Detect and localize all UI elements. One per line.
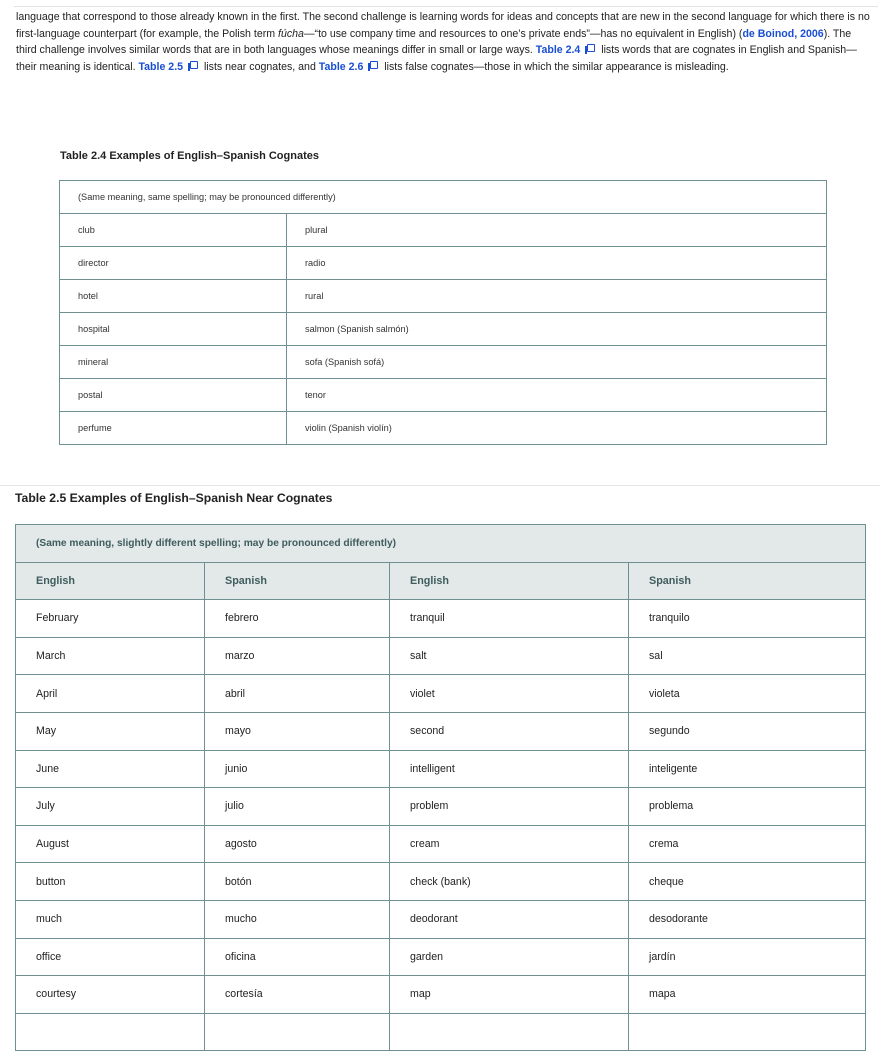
table-2-4-link-label: Table 2.4 (535, 44, 581, 57)
column-header: English (390, 562, 629, 600)
table-note-row (60, 181, 827, 214)
table-cell: segundo (629, 712, 866, 750)
table-popup-icon[interactable] (188, 61, 199, 71)
table-cell: crema (629, 825, 866, 863)
table-2-6-link[interactable] (319, 61, 382, 73)
table-cell: March (16, 637, 205, 675)
table-cell: club (60, 214, 287, 247)
table-2-4 (59, 180, 827, 445)
table-cell: much (16, 900, 205, 938)
table-row (16, 637, 866, 675)
intro-text-6: lists false cognates—those in which the similar appearance is misleading. (381, 60, 729, 73)
table-popup-icon[interactable] (585, 44, 596, 54)
table-cell: junio (205, 750, 390, 788)
table-note-row (16, 525, 866, 563)
table-cell: February (16, 600, 205, 638)
intro-text-5: lists near cognates, and (201, 60, 319, 73)
table-cell: agosto (205, 825, 390, 863)
table-row (60, 412, 827, 445)
table-note: (Same meaning, slightly different spelling; may be pronounced differently) (16, 525, 866, 563)
table-cell: mayo (205, 712, 390, 750)
intro-text-2: —“to use company time and resources to one’s private ends”—has no equivalent in English) ( (303, 27, 743, 40)
table-cell (390, 1013, 629, 1051)
table-cell: map (390, 976, 629, 1014)
table-row (16, 788, 866, 826)
table-popup-icon[interactable] (368, 61, 379, 71)
table-cell: mucho (205, 900, 390, 938)
intro-foreign-term: fúcha (278, 27, 304, 40)
table-cell: cheque (629, 863, 866, 901)
table-2-5-caption: Table 2.5 Examples of English–Spanish Near Cognates (15, 491, 333, 505)
table-cell: director (60, 247, 287, 280)
intro-text-1: language that correspond to those already known in the first. The second challenge is learning words for ideas and concepts that are new in the second language for which there is no first-language counterpart (for example, the Polish term (16, 11, 870, 40)
table-row (16, 1013, 866, 1051)
table-header-row (16, 562, 866, 600)
table-cell: mapa (629, 976, 866, 1014)
table-2-4-link[interactable] (536, 44, 599, 56)
table-2-5-link-label: Table 2.5 (138, 60, 184, 73)
table-row (60, 313, 827, 346)
table-cell: cream (390, 825, 629, 863)
table-cell (629, 1013, 866, 1051)
table-row (60, 247, 827, 280)
table-cell: July (16, 788, 205, 826)
table-cell: julio (205, 788, 390, 826)
table-cell: salt (390, 637, 629, 675)
table-cell: deodorant (390, 900, 629, 938)
table-cell: problem (390, 788, 629, 826)
table-cell: April (16, 675, 205, 713)
table-cell: check (bank) (390, 863, 629, 901)
table-2-6-link-label: Table 2.6 (318, 60, 364, 73)
intro-text-4: lists words that are cognates in English and Spanish—their meaning is identical. (16, 44, 857, 73)
column-header: Spanish (629, 562, 866, 600)
table-cell: hotel (60, 280, 287, 313)
table-cell: violet (390, 675, 629, 713)
table-cell: cortesía (205, 976, 390, 1014)
top-divider (14, 6, 878, 7)
table-cell: jardín (629, 938, 866, 976)
table-row (16, 938, 866, 976)
table-cell: hospital (60, 313, 287, 346)
table-cell: radio (287, 247, 827, 280)
table-row (60, 379, 827, 412)
table-cell: tranquilo (629, 600, 866, 638)
intro-paragraph (16, 9, 874, 75)
table-row (16, 750, 866, 788)
table-cell: problema (629, 788, 866, 826)
table-cell: garden (390, 938, 629, 976)
table-cell (16, 1013, 205, 1051)
citation-link[interactable]: de Boinod, 2006 (742, 27, 824, 40)
table-row (60, 280, 827, 313)
column-header: English (16, 562, 205, 600)
table-row (16, 675, 866, 713)
table-2-5-link[interactable] (138, 61, 201, 73)
table-row (16, 600, 866, 638)
table-cell: violeta (629, 675, 866, 713)
table-cell: mineral (60, 346, 287, 379)
table-cell: sofa (Spanish sofá) (287, 346, 827, 379)
table-cell: August (16, 825, 205, 863)
table-cell: May (16, 712, 205, 750)
table-cell: postal (60, 379, 287, 412)
table-row (60, 346, 827, 379)
table-cell: abril (205, 675, 390, 713)
table-row (16, 900, 866, 938)
section-divider (0, 485, 880, 486)
table-cell: febrero (205, 600, 390, 638)
table-cell: desodorante (629, 900, 866, 938)
table-row (16, 976, 866, 1014)
table-cell: button (16, 863, 205, 901)
table-cell: violin (Spanish violín) (287, 412, 827, 445)
table-cell: tenor (287, 379, 827, 412)
table-2-5 (15, 524, 866, 1051)
table-cell: tranquil (390, 600, 629, 638)
table-cell: intelligent (390, 750, 629, 788)
table-cell: June (16, 750, 205, 788)
table-cell: perfume (60, 412, 287, 445)
table-cell: oficina (205, 938, 390, 976)
table-cell (205, 1013, 390, 1051)
table-cell: sal (629, 637, 866, 675)
table-cell: second (390, 712, 629, 750)
table-note: (Same meaning, same spelling; may be pronounced differently) (60, 181, 827, 214)
table-row (16, 712, 866, 750)
table-cell: salmon (Spanish salmón) (287, 313, 827, 346)
table-cell: rural (287, 280, 827, 313)
table-row (16, 825, 866, 863)
table-row (60, 214, 827, 247)
intro-text-3: ). The third challenge involves similar words that are in both languages whose meanings differ in small or large ways. (16, 27, 852, 57)
table-cell: office (16, 938, 205, 976)
table-2-4-caption: Table 2.4 Examples of English–Spanish Cognates (60, 150, 319, 162)
table-cell: inteligente (629, 750, 866, 788)
table-cell: courtesy (16, 976, 205, 1014)
column-header: Spanish (205, 562, 390, 600)
table-cell: marzo (205, 637, 390, 675)
table-row (16, 863, 866, 901)
table-cell: botón (205, 863, 390, 901)
table-cell: plural (287, 214, 827, 247)
